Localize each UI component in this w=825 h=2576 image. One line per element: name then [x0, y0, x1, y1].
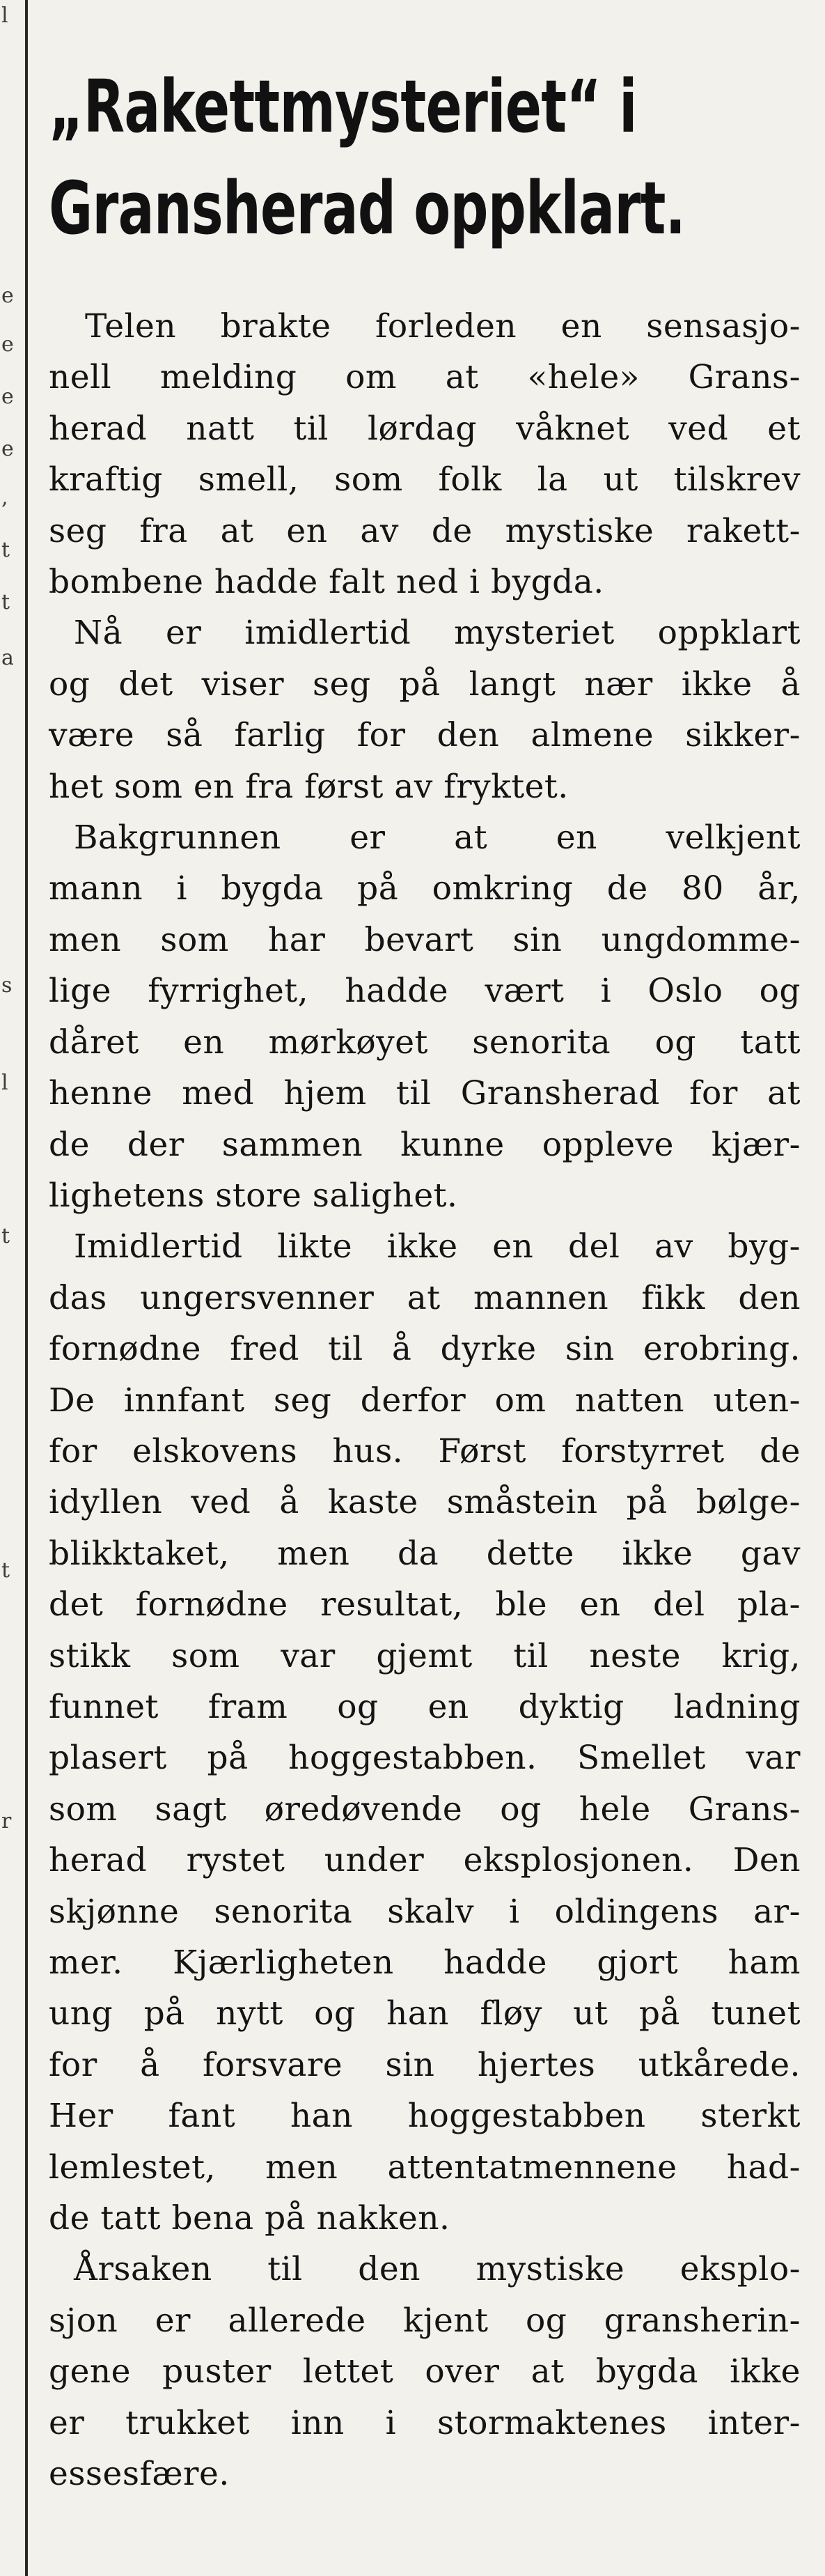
text-line: kraftig smell, som folk la ut tilskrev — [49, 460, 801, 499]
margin-fragment: r — [1, 1809, 12, 1833]
margin-fragment: t — [1, 538, 10, 562]
text-line: det fornødne resultat, ble en del pla- — [49, 1585, 801, 1624]
margin-fragment: l — [1, 1071, 8, 1095]
text-line: het som en fra først av fryktet. — [49, 767, 569, 806]
text-line: lemlestet, men attentatmennene had- — [49, 2148, 801, 2187]
text-line: bombene hadde falt ned i bygda. — [49, 563, 604, 602]
paragraph-3 — [49, 812, 801, 1221]
paragraph-4 — [49, 1221, 801, 2244]
left-margin-clipped-column — [0, 0, 24, 2576]
margin-fragment: s — [1, 973, 13, 998]
margin-fragment: t — [1, 1558, 10, 1583]
headline-line: „Rakettmysteriet“ i — [49, 64, 637, 149]
margin-fragment: , — [1, 486, 8, 510]
text-line: Imidlertid likte ikke en del av byg- — [74, 1227, 801, 1266]
text-line: fornødne fred til å dyrke sin erobring. — [49, 1330, 801, 1369]
headline-line: Gransherad oppklart. — [49, 166, 686, 251]
text-line: stikk som var gjemt til neste krig, — [49, 1636, 801, 1675]
paragraph-2 — [49, 607, 801, 812]
news-article — [49, 56, 801, 2499]
text-line: De innfant seg derfor om natten uten- — [49, 1381, 801, 1420]
text-line: lighetens store salighet. — [49, 1176, 458, 1215]
text-line: for å forsvare sin hjertes utkårede. — [49, 2045, 801, 2084]
text-line: være så farlig for den almene sikker- — [49, 716, 801, 755]
margin-fragment: l — [1, 3, 8, 28]
text-line: for elskovens hus. Først forstyrret de — [49, 1431, 801, 1471]
text-line: Telen brakte forleden en sensasjo- — [85, 307, 801, 346]
text-line: essesfære. — [49, 2455, 230, 2494]
text-line: men som har bevart sin ungdomme- — [49, 920, 801, 959]
text-line: dåret en mørkøyet senorita og tatt — [49, 1023, 801, 1062]
paragraph-1 — [49, 301, 801, 607]
text-line: er trukket inn i stormaktenes inter- — [49, 2403, 801, 2442]
margin-fragment: a — [1, 646, 14, 670]
margin-fragment: e — [1, 385, 14, 409]
text-line: gene puster lettet over at bygda ikke — [49, 2352, 801, 2391]
text-line: idyllen ved å kaste småstein på bølge- — [49, 1483, 801, 1522]
text-line: Her fant han hoggestabben sterkt — [49, 2097, 801, 2136]
margin-fragment: t — [1, 590, 10, 614]
margin-fragment: e — [1, 332, 14, 357]
text-line: skjønne senorita skalv i oldingens ar- — [49, 1892, 801, 1931]
text-line: henne med hjem til Gransherad for at — [49, 1074, 801, 1113]
text-line: og det viser seg på langt nær ikke å — [49, 665, 801, 704]
text-line: de tatt bena på nakken. — [49, 2199, 450, 2238]
text-line: som sagt øredøvende og hele Grans- — [49, 1790, 801, 1829]
text-line: sjon er allerede kjent og gransherin- — [49, 2301, 801, 2340]
margin-fragment: e — [1, 437, 14, 461]
text-line: Bakgrunnen er at en velkjent — [74, 818, 801, 858]
column-rule — [25, 0, 28, 2576]
margin-fragment: e — [1, 284, 14, 308]
text-line: plasert på hoggestabben. Smellet var — [49, 1739, 801, 1778]
text-line: nell melding om at «hele» Grans- — [49, 358, 801, 397]
text-line: blikktaket, men da dette ikke gav — [49, 1534, 801, 1573]
text-line: lige fyrrighet, hadde vært i Oslo og — [49, 972, 801, 1011]
text-line: Årsaken til den mystiske eksplo- — [74, 2250, 801, 2289]
text-line: mann i bygda på omkring de 80 år, — [49, 869, 801, 908]
text-line: de der sammen kunne oppleve kjær- — [49, 1125, 801, 1164]
text-line: ung på nytt og han fløy ut på tunet — [49, 1994, 801, 2033]
margin-fragment: t — [1, 1224, 10, 1248]
paragraph-5 — [49, 2244, 801, 2499]
text-line: das ungersvenner at mannen fikk den — [49, 1278, 801, 1317]
text-line: mer. Kjærligheten hadde gjort ham — [49, 1943, 801, 1982]
text-line: herad rystet under eksplosjonen. Den — [49, 1841, 801, 1880]
text-line: herad natt til lørdag våknet ved et — [49, 409, 801, 448]
text-line: Nå er imidlertid mysteriet oppklart — [74, 614, 801, 653]
text-line: seg fra at en av de mystiske rakett- — [49, 511, 801, 550]
headline — [49, 56, 801, 259]
text-line: funnet fram og en dyktig ladning — [49, 1687, 801, 1726]
article-body — [49, 301, 801, 2499]
